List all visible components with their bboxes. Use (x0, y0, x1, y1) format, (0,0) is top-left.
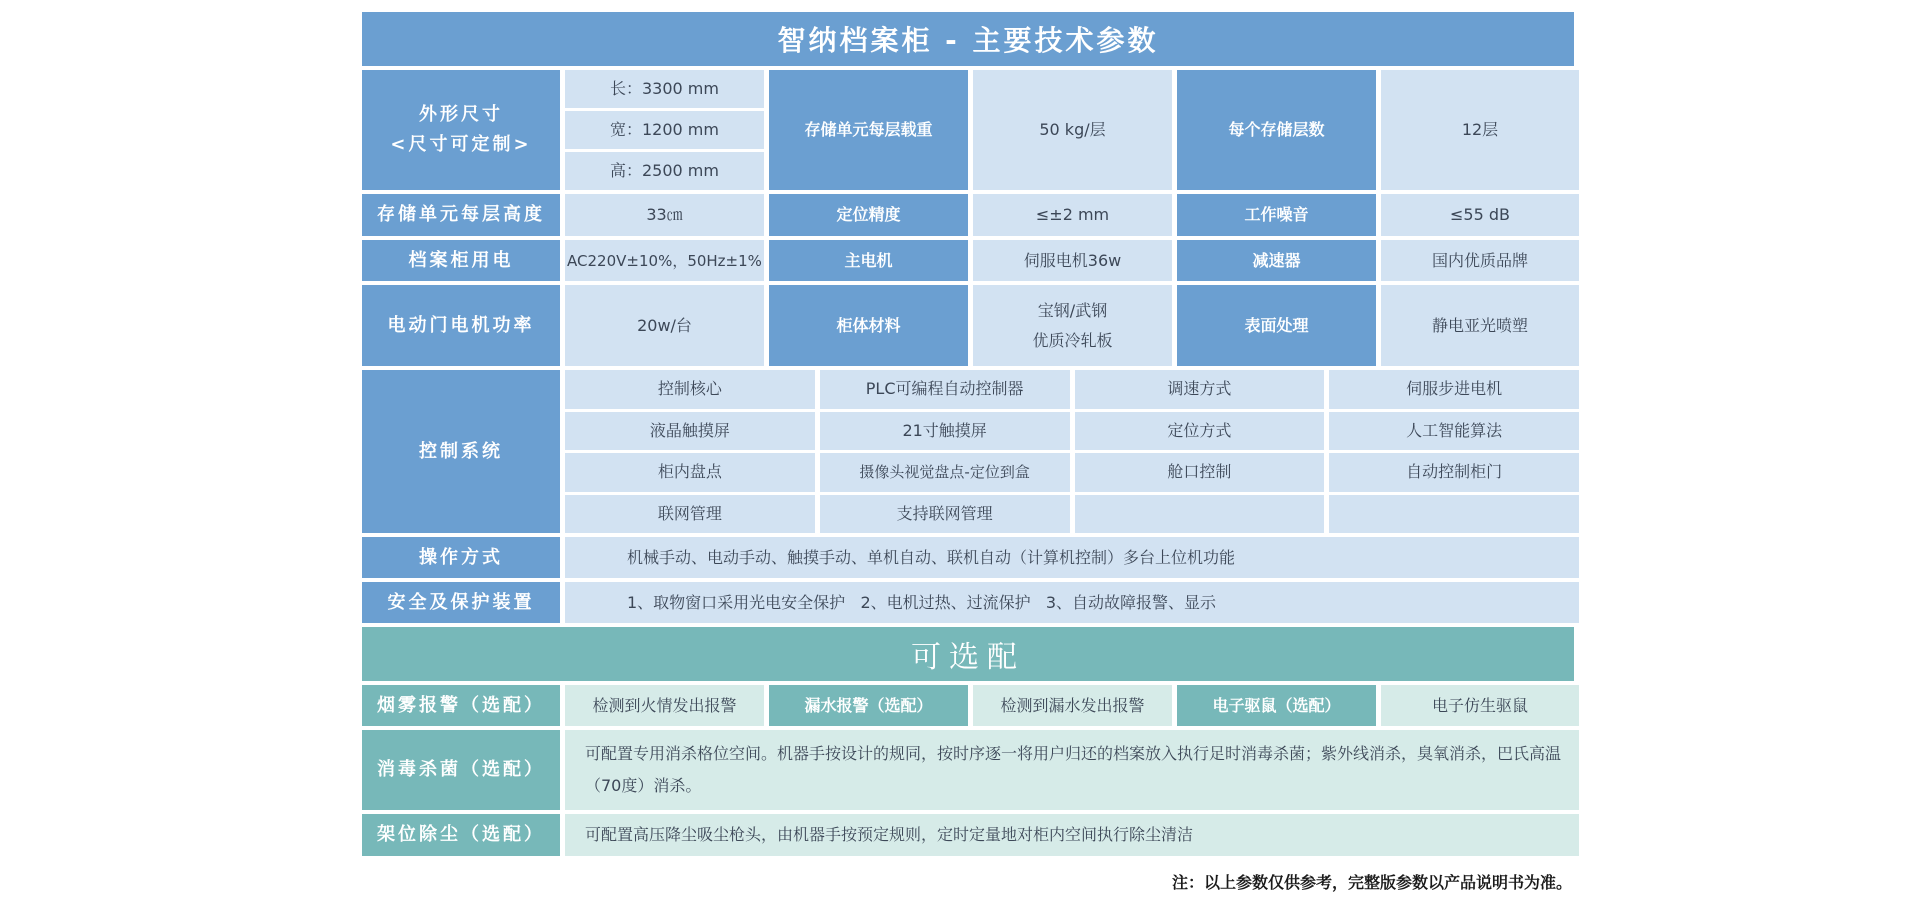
surface-value: 静电亚光喷塑 (1381, 285, 1579, 366)
control-cell: 支持联网管理 (820, 495, 1070, 534)
dimensions-label (362, 70, 560, 190)
rodent-repeller-value: 电子仿生驱鼠 (1381, 685, 1579, 726)
length-value: 长：3300 mm (565, 70, 764, 108)
material-label: 柜体材料 (769, 285, 968, 366)
width-value: 宽：1200 mm (565, 111, 764, 149)
reducer-label: 减速器 (1177, 240, 1376, 281)
control-cell: 21寸触摸屏 (820, 412, 1070, 451)
spec-table (362, 70, 1574, 623)
control-cell: 联网管理 (565, 495, 815, 534)
surface-label: 表面处理 (1177, 285, 1376, 366)
control-row (565, 495, 1579, 534)
door-motor-value: 20w/台 (565, 285, 764, 366)
control-cell (1075, 495, 1325, 534)
layers-value: 12层 (1381, 70, 1579, 190)
safety-label: 安全及保护装置 (362, 582, 560, 623)
load-label: 存储单元每层载重 (769, 70, 968, 190)
control-cell: 舱口控制 (1075, 453, 1325, 492)
control-cell: 人工智能算法 (1329, 412, 1579, 451)
operation-value: 机械手动、电动手动、触摸手动、单机自动、联机自动（计算机控制）多台上位机功能 (565, 537, 1579, 578)
operation-label: 操作方式 (362, 537, 560, 578)
height-value: 高：2500 mm (565, 152, 764, 190)
control-cell: 伺服步进电机 (1329, 370, 1579, 409)
layer-height-value: 33㎝ (565, 194, 764, 236)
smoke-alarm-label: 烟雾报警（选配） (362, 685, 560, 726)
noise-label: 工作噪音 (1177, 194, 1376, 236)
disinfection-value: 可配置专用消杀格位空间。机器手按设计的规同，按时序逐一将用户归还的档案放入执行足时消毒杀菌；紫外线消杀，臭氧消杀，巴氏高温（70度）消杀。 (565, 730, 1579, 810)
smoke-alarm-value: 检测到火情发出报警 (565, 685, 764, 726)
control-cell: 定位方式 (1075, 412, 1325, 451)
safety-value: 1、取物窗口采用光电安全保护 2、电机过热、过流保护 3、自动故障报警、显示 (565, 582, 1579, 623)
layers-label: 每个存储层数 (1177, 70, 1376, 190)
control-system-label: 控制系统 (362, 370, 560, 533)
dust-removal-label: 架位除尘（选配） (362, 814, 560, 856)
rodent-repeller-label: 电子驱鼠（选配） (1177, 685, 1376, 726)
leak-alarm-label: 漏水报警（选配） (769, 685, 968, 726)
material-value-line1: 宝钢/武钢 (1037, 300, 1108, 320)
control-row (565, 412, 1579, 451)
spec-sheet (362, 12, 1574, 893)
material-value (973, 285, 1172, 366)
main-motor-value: 伺服电机36w (973, 240, 1172, 281)
control-system-table (565, 370, 1579, 533)
control-cell: 自动控制柜门 (1329, 453, 1579, 492)
page-title: 智纳档案柜 - 主要技术参数 (362, 12, 1574, 66)
control-cell (1329, 495, 1579, 534)
control-row (565, 453, 1579, 492)
reducer-value: 国内优质品牌 (1381, 240, 1579, 281)
load-value: 50 kg/层 (973, 70, 1172, 190)
door-motor-label: 电动门电机功率 (362, 285, 560, 366)
control-cell: 柜内盘点 (565, 453, 815, 492)
main-motor-label: 主电机 (769, 240, 968, 281)
control-cell: 调速方式 (1075, 370, 1325, 409)
optional-title: 可选配 (362, 627, 1574, 681)
optional-table (362, 685, 1574, 856)
dimensions-values (565, 70, 764, 190)
precision-label: 定位精度 (769, 194, 968, 236)
dimensions-label-line1: 外形尺寸 (419, 104, 503, 125)
control-cell: 控制核心 (565, 370, 815, 409)
dust-removal-value: 可配置高压降尘吸尘枪头，由机器手按预定规则，定时定量地对柜内空间执行除尘清洁 (565, 814, 1579, 856)
material-value-line2: 优质冷轧板 (1032, 330, 1113, 350)
control-cell: 液晶触摸屏 (565, 412, 815, 451)
leak-alarm-value: 检测到漏水发出报警 (973, 685, 1172, 726)
power-value: AC220V±10%，50Hz±1% (565, 240, 764, 281)
noise-value: ≤55 dB (1381, 194, 1579, 236)
control-cell: PLC可编程自动控制器 (820, 370, 1070, 409)
dimensions-label-line2: <尺寸可定制> (390, 134, 532, 155)
disinfection-label: 消毒杀菌（选配） (362, 730, 560, 810)
footnote: 注：以上参数仅供参考，完整版参数以产品说明书为准。 (1171, 873, 1572, 892)
control-cell: 摄像头视觉盘点-定位到盒 (820, 453, 1070, 492)
layer-height-label: 存储单元每层高度 (362, 194, 560, 236)
power-label: 档案柜用电 (362, 240, 560, 281)
control-row (565, 370, 1579, 409)
precision-value: ≤±2 mm (973, 194, 1172, 236)
